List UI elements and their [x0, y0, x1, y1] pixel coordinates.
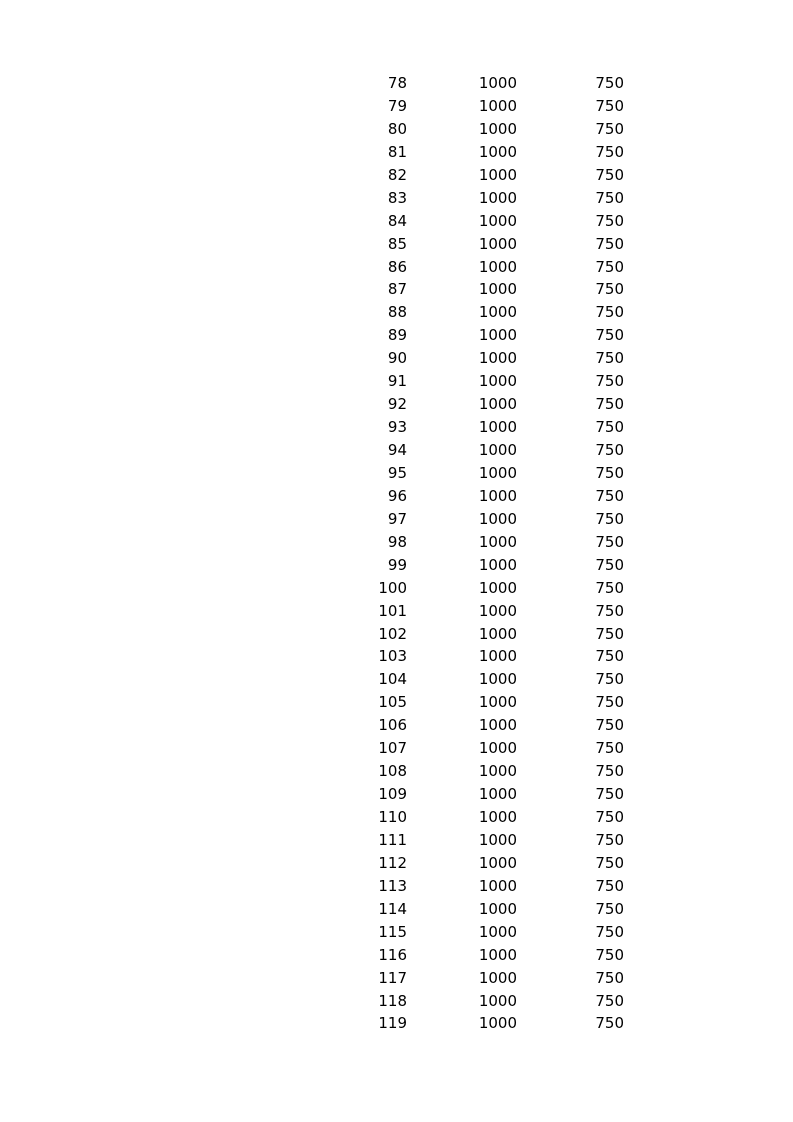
value-b-cell: 750	[595, 808, 624, 826]
value-b-cell: 750	[595, 211, 624, 230]
value-b-cell: 750	[595, 1014, 624, 1033]
value-b-cell: 750	[595, 441, 624, 459]
value-a-cell: 1000	[478, 486, 517, 505]
table-row	[0, 714, 793, 737]
value-b-cell: 750	[595, 142, 624, 161]
table-row	[0, 187, 793, 210]
table-row	[0, 439, 793, 462]
row-number-cell: 109	[378, 785, 407, 804]
value-a-cell: 1000	[478, 853, 517, 872]
value-a-cell: 1000	[478, 142, 517, 161]
value-b-cell: 750	[595, 165, 624, 184]
value-b-cell: 750	[595, 74, 624, 92]
value-b-cell: 750	[595, 486, 624, 505]
value-b-cell: 750	[595, 716, 624, 735]
value-a-cell: 1000	[478, 165, 517, 184]
table-row	[0, 256, 793, 279]
value-a-cell: 1000	[478, 808, 517, 826]
row-number-cell: 78	[387, 74, 407, 92]
table-row	[0, 645, 793, 668]
value-a-cell: 1000	[478, 326, 517, 345]
value-a-cell: 1000	[478, 762, 517, 781]
value-a-cell: 1000	[478, 601, 517, 620]
row-number-cell: 84	[387, 211, 407, 230]
table-row	[0, 347, 793, 370]
table-row	[0, 485, 793, 508]
table-row	[0, 72, 793, 95]
row-number-cell: 115	[378, 922, 407, 941]
row-number-cell: 119	[378, 1014, 407, 1033]
table-row	[0, 370, 793, 393]
value-b-cell: 750	[595, 372, 624, 391]
table-row	[0, 691, 793, 714]
table-row	[0, 1012, 793, 1035]
row-number-cell: 82	[387, 165, 407, 184]
value-a-cell: 1000	[478, 1014, 517, 1033]
table-row	[0, 531, 793, 554]
value-a-cell: 1000	[478, 647, 517, 666]
value-a-cell: 1000	[478, 74, 517, 92]
value-b-cell: 750	[595, 853, 624, 872]
row-number-cell: 88	[387, 303, 407, 322]
value-b-cell: 750	[595, 418, 624, 437]
row-number-cell: 97	[387, 509, 407, 528]
value-b-cell: 750	[595, 395, 624, 414]
row-number-cell: 105	[378, 693, 407, 712]
table-row	[0, 554, 793, 577]
value-b-cell: 750	[595, 945, 624, 964]
row-number-cell: 94	[387, 441, 407, 459]
table-row	[0, 324, 793, 347]
value-a-cell: 1000	[478, 119, 517, 138]
value-b-cell: 750	[595, 578, 624, 597]
row-number-cell: 96	[387, 486, 407, 505]
table-row	[0, 623, 793, 646]
value-a-cell: 1000	[478, 968, 517, 987]
value-b-cell: 750	[595, 280, 624, 299]
value-b-cell: 750	[595, 326, 624, 345]
value-b-cell: 750	[595, 257, 624, 276]
row-number-cell: 95	[387, 463, 407, 482]
value-b-cell: 750	[595, 188, 624, 207]
value-b-cell: 750	[595, 785, 624, 804]
value-a-cell: 1000	[478, 96, 517, 115]
row-number-cell: 92	[387, 395, 407, 414]
row-number-cell: 93	[387, 418, 407, 437]
table-row	[0, 944, 793, 967]
value-b-cell: 750	[595, 96, 624, 115]
value-b-cell: 750	[595, 739, 624, 758]
table-row	[0, 577, 793, 600]
row-number-cell: 91	[387, 372, 407, 391]
value-a-cell: 1000	[478, 349, 517, 368]
value-a-cell: 1000	[478, 830, 517, 849]
row-number-cell: 80	[387, 119, 407, 138]
table-row	[0, 210, 793, 233]
table-row	[0, 898, 793, 921]
value-a-cell: 1000	[478, 211, 517, 230]
table-row	[0, 737, 793, 760]
table-row	[0, 233, 793, 256]
table-row	[0, 416, 793, 439]
row-number-cell: 101	[378, 601, 407, 620]
value-a-cell: 1000	[478, 234, 517, 253]
value-b-cell: 750	[595, 303, 624, 322]
value-b-cell: 750	[595, 899, 624, 918]
value-b-cell: 750	[595, 876, 624, 895]
table-row	[0, 164, 793, 187]
value-b-cell: 750	[595, 670, 624, 689]
value-a-cell: 1000	[478, 441, 517, 459]
table-row	[0, 508, 793, 531]
table-row	[0, 278, 793, 301]
table-row	[0, 990, 793, 1013]
row-number-cell: 113	[378, 876, 407, 895]
value-a-cell: 1000	[478, 188, 517, 207]
table-row	[0, 829, 793, 852]
value-b-cell: 750	[595, 693, 624, 712]
row-number-cell: 108	[378, 762, 407, 781]
value-b-cell: 750	[595, 463, 624, 482]
table-row	[0, 141, 793, 164]
value-a-cell: 1000	[478, 670, 517, 689]
table-row	[0, 760, 793, 783]
value-b-cell: 750	[595, 624, 624, 643]
value-a-cell: 1000	[478, 280, 517, 299]
row-number-cell: 106	[378, 716, 407, 735]
value-a-cell: 1000	[478, 463, 517, 482]
row-number-cell: 85	[387, 234, 407, 253]
value-a-cell: 1000	[478, 945, 517, 964]
row-number-cell: 100	[378, 578, 407, 597]
table-row	[0, 967, 793, 990]
value-b-cell: 750	[595, 532, 624, 551]
table-row	[0, 806, 793, 829]
row-number-cell: 112	[378, 853, 407, 872]
value-a-cell: 1000	[478, 991, 517, 1010]
table-row	[0, 118, 793, 141]
value-b-cell: 750	[595, 601, 624, 620]
table-row	[0, 301, 793, 324]
value-b-cell: 750	[595, 968, 624, 987]
row-number-cell: 103	[378, 647, 407, 666]
table-row	[0, 600, 793, 623]
table-row	[0, 875, 793, 898]
table-row	[0, 852, 793, 875]
row-number-cell: 118	[378, 991, 407, 1010]
value-a-cell: 1000	[478, 395, 517, 414]
value-b-cell: 750	[595, 762, 624, 781]
table-row	[0, 668, 793, 691]
value-a-cell: 1000	[478, 578, 517, 597]
data-table	[0, 72, 793, 1035]
value-a-cell: 1000	[478, 257, 517, 276]
value-a-cell: 1000	[478, 555, 517, 574]
value-a-cell: 1000	[478, 624, 517, 643]
row-number-cell: 107	[378, 739, 407, 758]
value-b-cell: 750	[595, 234, 624, 253]
row-number-cell: 87	[387, 280, 407, 299]
row-number-cell: 83	[387, 188, 407, 207]
table-row	[0, 462, 793, 485]
table-row	[0, 95, 793, 118]
row-number-cell: 117	[378, 968, 407, 987]
value-b-cell: 750	[595, 830, 624, 849]
value-a-cell: 1000	[478, 303, 517, 322]
value-a-cell: 1000	[478, 716, 517, 735]
row-number-cell: 98	[387, 532, 407, 551]
value-a-cell: 1000	[478, 899, 517, 918]
row-number-cell: 79	[387, 96, 407, 115]
value-a-cell: 1000	[478, 372, 517, 391]
value-b-cell: 750	[595, 119, 624, 138]
table-row	[0, 393, 793, 416]
row-number-cell: 116	[378, 945, 407, 964]
value-a-cell: 1000	[478, 922, 517, 941]
value-a-cell: 1000	[478, 418, 517, 437]
table-row	[0, 921, 793, 944]
value-a-cell: 1000	[478, 876, 517, 895]
value-a-cell: 1000	[478, 785, 517, 804]
row-number-cell: 89	[387, 326, 407, 345]
value-b-cell: 750	[595, 349, 624, 368]
value-b-cell: 750	[595, 509, 624, 528]
value-b-cell: 750	[595, 922, 624, 941]
row-number-cell: 86	[387, 257, 407, 276]
value-a-cell: 1000	[478, 739, 517, 758]
value-b-cell: 750	[595, 991, 624, 1010]
row-number-cell: 102	[378, 624, 407, 643]
row-number-cell: 104	[378, 670, 407, 689]
row-number-cell: 90	[387, 349, 407, 368]
value-a-cell: 1000	[478, 509, 517, 528]
value-a-cell: 1000	[478, 532, 517, 551]
value-a-cell: 1000	[478, 693, 517, 712]
row-number-cell: 81	[387, 142, 407, 161]
row-number-cell: 110	[378, 808, 407, 826]
table-row	[0, 783, 793, 806]
row-number-cell: 114	[378, 899, 407, 918]
value-b-cell: 750	[595, 555, 624, 574]
row-number-cell: 99	[387, 555, 407, 574]
row-number-cell: 111	[378, 830, 407, 849]
value-b-cell: 750	[595, 647, 624, 666]
